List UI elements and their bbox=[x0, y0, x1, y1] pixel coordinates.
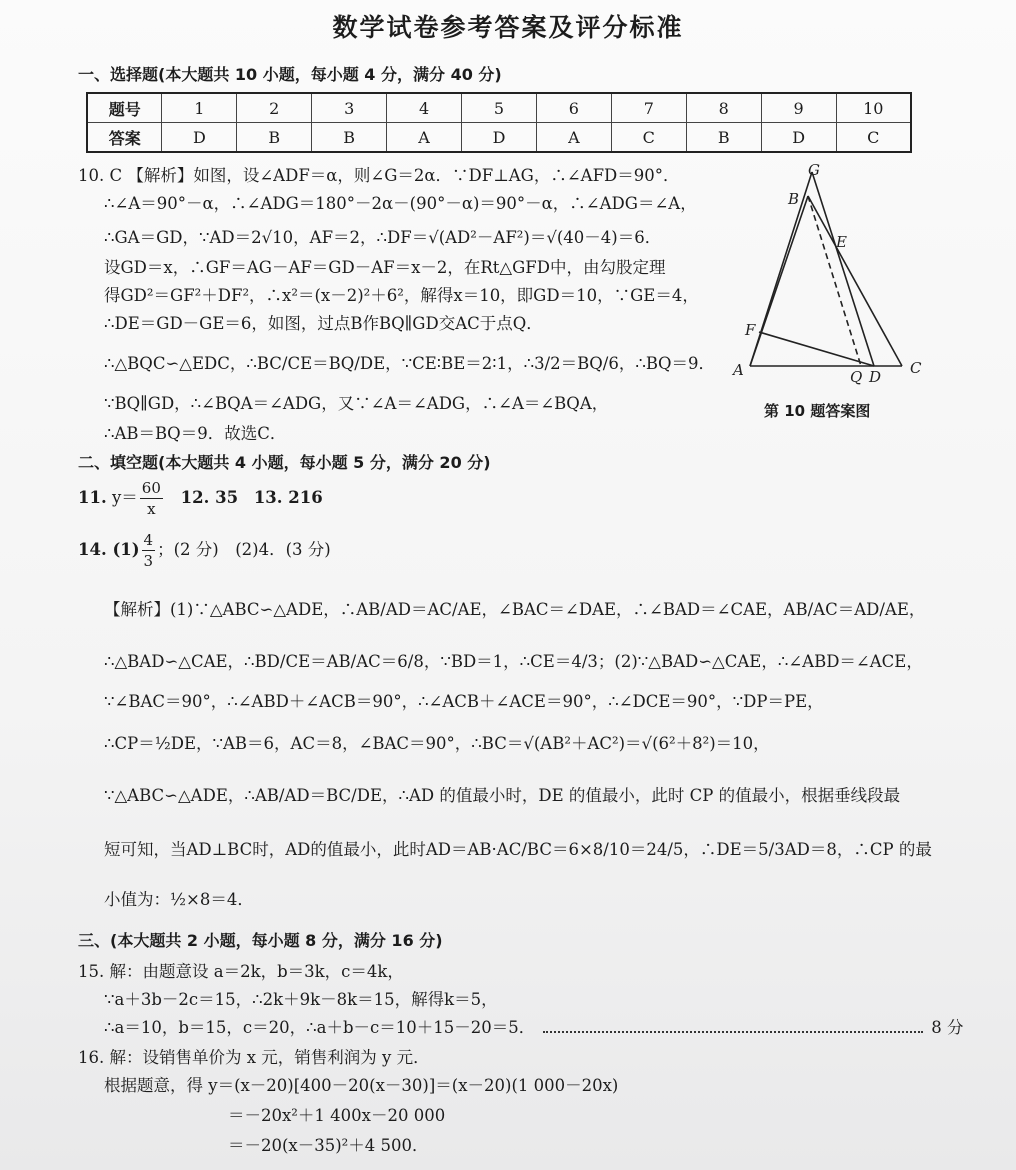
answer-cell: C bbox=[611, 123, 686, 153]
q16-line: 16. 解：设销售单价为 x 元，销售利润为 y 元． bbox=[78, 1048, 430, 1067]
q14-numerator: 4 bbox=[143, 531, 154, 549]
label-q: Q bbox=[850, 368, 863, 386]
label-a: A bbox=[733, 361, 744, 379]
label-b: B bbox=[788, 190, 800, 208]
num-cell: 5 bbox=[462, 93, 537, 123]
row-label-num: 题号 bbox=[87, 93, 162, 123]
q10-line: ∴∠A＝90°－α，∴∠ADG＝180°－2α－(90°－α)＝90°－α，∴∠ADG＝∠A， bbox=[104, 194, 697, 213]
q14-analysis: 小值为：½×8＝4． bbox=[104, 890, 254, 909]
q14-analysis: ∵△ABC∽△ADE，∴AB/AD＝BC/DE，∴AD 的值最小时，DE 的值最小，此时 CP 的值最小，根据垂线段最 bbox=[104, 786, 901, 805]
q11-eq: y＝ bbox=[111, 488, 138, 507]
num-cell: 2 bbox=[237, 93, 312, 123]
q10-line: ∴DE＝GD－GE＝6，如图，过点B作BQ∥GD交AC于点Q． bbox=[104, 314, 543, 333]
q14-analysis: 短可知，当AD⊥BC时，AD的值最小，此时AD＝AB·AC/BC＝6×8/10＝24/5，∴DE＝5/3AD＝8，∴CP 的最 bbox=[104, 840, 932, 859]
section2-heading: 二、填空题(本大题共 4 小题，每小题 5 分，满分 20 分) bbox=[78, 453, 491, 472]
segment-gd bbox=[812, 172, 874, 366]
segment-ag bbox=[750, 172, 812, 366]
q10-line: 设GD＝x，∴GF＝AG－AF＝GD－AF＝x－2，在Rt△GFD中，由勾股定理 bbox=[104, 258, 666, 277]
q14-analysis: ∴CP＝½DE，∵AB＝6，AC＝8，∠BAC＝90°，∴BC＝√(AB²＋AC²)＝√(6²＋8²)＝10， bbox=[104, 734, 770, 753]
label-f: F bbox=[745, 321, 756, 339]
q15-line: ∵a＋3b－2c＝15，∴2k＋9k－8k＝15，解得k＝5， bbox=[104, 990, 498, 1009]
segment-bq bbox=[808, 196, 861, 366]
segment-fd bbox=[759, 332, 874, 366]
q11-fraction bbox=[140, 478, 163, 519]
table-row bbox=[87, 123, 911, 153]
label-d: D bbox=[869, 368, 882, 386]
answer-table bbox=[86, 92, 912, 153]
num-cell: 10 bbox=[836, 93, 911, 123]
answer-cell: D bbox=[761, 123, 836, 153]
q11-number: 11. bbox=[78, 488, 107, 507]
q13-answer: 13. 216 bbox=[253, 488, 323, 507]
num-cell: 6 bbox=[536, 93, 611, 123]
q11-denominator: x bbox=[147, 500, 156, 518]
q15-score: 8 分 bbox=[931, 1018, 964, 1037]
segment-bc bbox=[808, 196, 902, 366]
answer-cell: B bbox=[686, 123, 761, 153]
q14-line bbox=[78, 530, 331, 571]
answer-cell: C bbox=[836, 123, 911, 153]
q15-line: 15. 解：由题意设 a＝2k，b＝3k，c＝4k， bbox=[78, 962, 404, 981]
q16-line: 根据题意，得 y＝(x－20)[400－20(x－30)]＝(x－20)(1 000－20x) bbox=[104, 1076, 619, 1095]
q12-answer: 12. 35 bbox=[180, 488, 239, 507]
row-label-ans: 答案 bbox=[87, 123, 162, 153]
q14-fraction bbox=[142, 530, 156, 571]
q14-analysis: 【解析】(1)∵△ABC∽△ADE，∴AB/AD＝AC/AE，∠BAC＝∠DAE，∴∠BAD＝∠CAE，AB/AC＝AD/AE， bbox=[104, 600, 926, 619]
num-cell: 7 bbox=[611, 93, 686, 123]
q10-line: ∴△BQC∽△EDC，∴BC/CE＝BQ/DE，∵CE∶BE＝2∶1，∴3/2＝BQ/6，∴BQ＝9． bbox=[104, 354, 715, 373]
figure-caption: 第 10 题答案图 bbox=[764, 402, 871, 420]
q10-line: ∴GA＝GD，∵AD＝2√10，AF＝2，∴DF＝√(AD²－AF²)＝√(40－4)＝6． bbox=[104, 228, 662, 247]
q15-result: ∴a＝10，b＝15，c＝20，∴a＋b－c＝10＋15－20＝5． bbox=[104, 1018, 536, 1037]
answer-cell: B bbox=[237, 123, 312, 153]
section1-heading: 一、选择题(本大题共 10 小题，每小题 4 分，满分 40 分) bbox=[78, 65, 502, 84]
q10-line: 得GD²＝GF²＋DF²，∴x²＝(x－2)²＋6²，解得x＝10，即GD＝10，∵GE＝4， bbox=[104, 286, 699, 305]
q10-figure bbox=[730, 158, 930, 386]
answer-cell: D bbox=[162, 123, 237, 153]
num-cell: 4 bbox=[387, 93, 462, 123]
section3-heading: 三、(本大题共 2 小题，每小题 8 分，满分 16 分) bbox=[78, 931, 443, 950]
label-g: G bbox=[808, 161, 820, 179]
page-title: 数学试卷参考答案及评分标准 bbox=[332, 13, 684, 42]
num-cell: 1 bbox=[162, 93, 237, 123]
num-cell: 8 bbox=[686, 93, 761, 123]
answer-cell: A bbox=[536, 123, 611, 153]
score-dots bbox=[543, 1025, 923, 1033]
label-c: C bbox=[910, 359, 922, 377]
q14-analysis: ∴△BAD∽△CAE，∴BD/CE＝AB/AC＝6/8，∵BD＝1，∴CE＝4/3；(2)∵△BAD∽△CAE，∴∠ABD＝∠ACE， bbox=[104, 652, 923, 671]
answer-cell: A bbox=[387, 123, 462, 153]
label-e: E bbox=[836, 233, 847, 251]
q10-line: ∵BQ∥GD，∴∠BQA＝∠ADG，又∵∠A＝∠ADG，∴∠A＝∠BQA， bbox=[104, 394, 609, 413]
q14-rest: ；(2 分) (2)4．(3 分) bbox=[157, 540, 331, 559]
q16-line: ＝－20(x－35)²＋4 500． bbox=[228, 1136, 429, 1155]
q10-line: ∴AB＝BQ＝9．故选C． bbox=[104, 424, 287, 443]
q11-numerator: 60 bbox=[141, 479, 161, 497]
answer-cell: B bbox=[312, 123, 387, 153]
q15-line bbox=[104, 1014, 964, 1038]
num-cell: 9 bbox=[761, 93, 836, 123]
num-cell: 3 bbox=[312, 93, 387, 123]
q14-denominator: 3 bbox=[143, 552, 154, 570]
answer-cell: D bbox=[462, 123, 537, 153]
q10-line: 10. C 【解析】如图，设∠ADF＝α，则∠G＝2α．∵DF⊥AG，∴∠AFD＝90°． bbox=[78, 166, 680, 185]
q16-line: ＝－20x²＋1 400x－20 000 bbox=[228, 1106, 446, 1125]
q11-13-line bbox=[78, 478, 323, 519]
table-row bbox=[87, 93, 911, 123]
q14-analysis: ∵∠BAC＝90°，∴∠ABD＋∠ACB＝90°，∴∠ACB＋∠ACE＝90°，∴∠DCE＝90°，∵DP＝PE， bbox=[104, 692, 824, 711]
q14-number: 14. (1) bbox=[78, 540, 140, 559]
